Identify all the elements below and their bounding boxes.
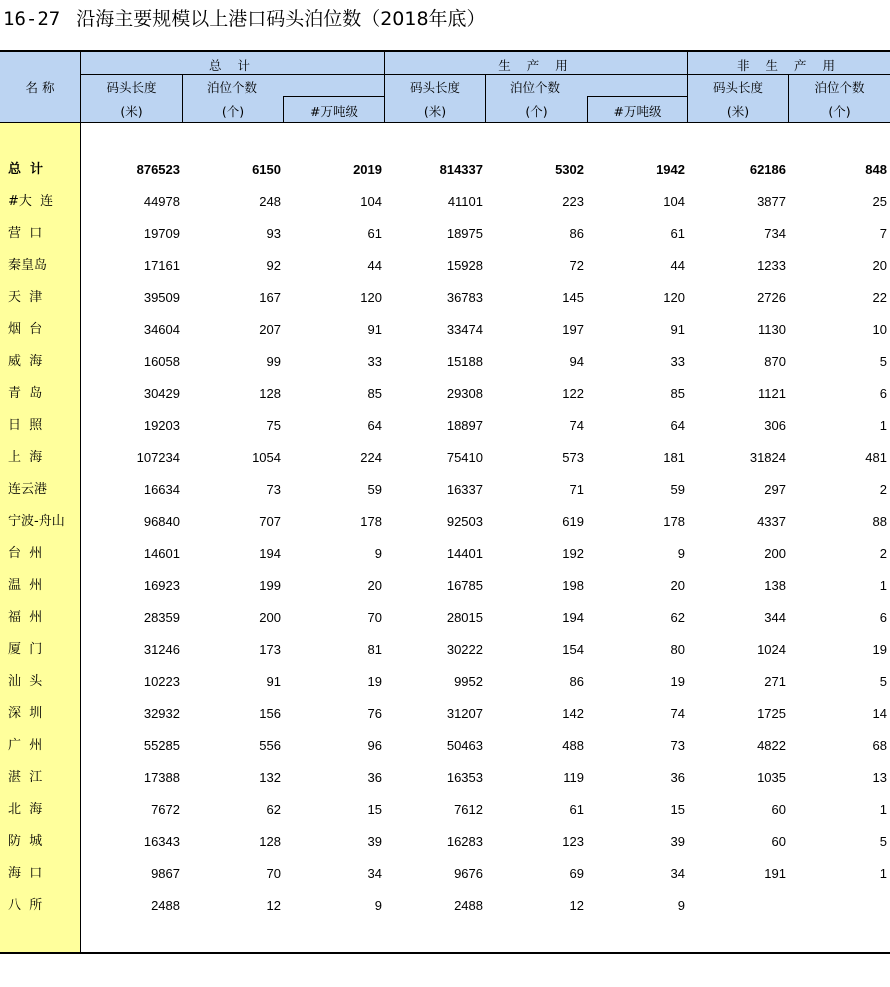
table-row xyxy=(0,826,890,858)
cell-value: 178 xyxy=(360,514,382,529)
cell-value: 30429 xyxy=(143,386,180,401)
cell-value: 192 xyxy=(562,546,584,561)
cell-value: 92503 xyxy=(446,514,483,529)
table-row xyxy=(0,602,890,634)
cell-value: 61 xyxy=(569,802,584,817)
cell-value: 10 xyxy=(872,322,887,337)
cell-value: 4337 xyxy=(757,514,786,529)
cell-value: 15 xyxy=(670,802,685,817)
cell-value: 1 xyxy=(879,866,887,881)
cell-value: 207 xyxy=(259,322,281,337)
header-berths: 泊位个数 xyxy=(814,80,865,95)
cell-value: 25 xyxy=(872,194,887,209)
cell-value: 9676 xyxy=(454,866,483,881)
cell-value: 199 xyxy=(259,578,281,593)
cell-value: 69 xyxy=(569,866,584,881)
cell-value: 1725 xyxy=(757,706,786,721)
cell-value: 848 xyxy=(865,162,887,177)
cell-value: 19 xyxy=(670,674,685,689)
cell-value: 200 xyxy=(764,546,786,561)
cell-value: 74 xyxy=(670,706,685,721)
cell-value: 7 xyxy=(879,226,887,241)
cell-value: 36 xyxy=(367,770,382,785)
cell-value: 107234 xyxy=(136,450,180,465)
cell-value: 16785 xyxy=(446,578,483,593)
cell-value: 223 xyxy=(562,194,584,209)
cell-value: 70 xyxy=(266,866,281,881)
cell-value: 60 xyxy=(771,834,786,849)
cell-value: 5 xyxy=(879,674,887,689)
cell-value: 16058 xyxy=(143,354,180,369)
cell-value: 5 xyxy=(879,354,887,369)
cell-value: 16923 xyxy=(143,578,180,593)
table-row xyxy=(0,570,890,602)
cell-value: 128 xyxy=(259,386,281,401)
cell-value: 55285 xyxy=(143,738,180,753)
cell-value: 19 xyxy=(367,674,382,689)
port-name: 连云港 xyxy=(8,482,48,497)
table-row xyxy=(0,794,890,826)
cell-value: 17388 xyxy=(143,770,180,785)
cell-value: 71 xyxy=(569,482,584,497)
port-name: 厦 门 xyxy=(8,642,43,657)
cell-value: 707 xyxy=(259,514,281,529)
cell-value: 2 xyxy=(879,482,887,497)
cell-value: 870 xyxy=(764,354,786,369)
header-group-production: 生 产 用 xyxy=(498,58,574,73)
cell-value: 9 xyxy=(374,546,382,561)
port-name: 汕 头 xyxy=(8,674,43,689)
cell-value: 75410 xyxy=(446,450,483,465)
cell-value: 18897 xyxy=(446,418,483,433)
cell-value: 20 xyxy=(872,258,887,273)
table-row xyxy=(0,474,890,506)
page-title xyxy=(3,6,486,32)
cell-value: 39 xyxy=(670,834,685,849)
cell-value: 12 xyxy=(569,898,584,913)
cell-value: 62 xyxy=(266,802,281,817)
cell-value: 81 xyxy=(367,642,382,657)
cell-value: 15 xyxy=(367,802,382,817)
cell-value: 94 xyxy=(569,354,584,369)
cell-value: 156 xyxy=(259,706,281,721)
cell-value: 76 xyxy=(367,706,382,721)
cell-value: 64 xyxy=(670,418,685,433)
header-group-total: 总 计 xyxy=(209,58,256,73)
cell-value: 28015 xyxy=(446,610,483,625)
cell-value: 28359 xyxy=(143,610,180,625)
cell-value: 734 xyxy=(764,226,786,241)
cell-value: 132 xyxy=(259,770,281,785)
cell-value: 33474 xyxy=(446,322,483,337)
cell-value: 1 xyxy=(879,802,887,817)
cell-value: 39 xyxy=(367,834,382,849)
header-length-unit: (米) xyxy=(726,104,750,119)
top-rule xyxy=(0,50,890,52)
cell-value: 59 xyxy=(670,482,685,497)
cell-value: 61 xyxy=(670,226,685,241)
cell-value: 556 xyxy=(259,738,281,753)
port-name: 日 照 xyxy=(8,418,43,433)
port-name: 秦皇岛 xyxy=(8,258,48,273)
table-title: 沿海主要规模以上港口码头泊位数（2018年底） xyxy=(76,8,486,30)
header-berths: 泊位个数 xyxy=(207,80,258,95)
table-row xyxy=(0,410,890,442)
cell-value: 32932 xyxy=(143,706,180,721)
cell-value: 14 xyxy=(872,706,887,721)
cell-value: 50463 xyxy=(446,738,483,753)
cell-value: 10223 xyxy=(143,674,180,689)
cell-value: 33 xyxy=(670,354,685,369)
cell-value: 2488 xyxy=(151,898,180,913)
cell-value: 142 xyxy=(562,706,584,721)
cell-value: 9 xyxy=(677,898,685,913)
header-length-unit: (米) xyxy=(423,104,447,119)
cell-value: 33 xyxy=(367,354,382,369)
cell-value: 20 xyxy=(367,578,382,593)
header-berths-unit: (个) xyxy=(828,104,851,119)
cell-value: 4822 xyxy=(757,738,786,753)
header-name: 名 称 xyxy=(25,80,55,95)
port-name: 宁波-舟山 xyxy=(8,514,65,529)
cell-value: 1 xyxy=(879,418,887,433)
header-length: 码头长度 xyxy=(106,80,157,95)
cell-value: 1 xyxy=(879,578,887,593)
cell-value: 6 xyxy=(879,610,887,625)
table-row xyxy=(0,442,890,474)
table-row xyxy=(0,346,890,378)
cell-value: 91 xyxy=(367,322,382,337)
table-row xyxy=(0,698,890,730)
header-bottom-line xyxy=(0,122,890,123)
cell-value: 96 xyxy=(367,738,382,753)
port-name: 总 计 xyxy=(8,162,44,177)
table-row xyxy=(0,314,890,346)
port-name: 八 所 xyxy=(8,898,43,913)
cell-value: 2488 xyxy=(454,898,483,913)
cell-value: 481 xyxy=(865,450,887,465)
port-name: #大 连 xyxy=(8,194,54,209)
cell-value: 123 xyxy=(562,834,584,849)
cell-value: 86 xyxy=(569,226,584,241)
cell-value: 178 xyxy=(663,514,685,529)
sub-divider xyxy=(283,96,384,97)
cell-value: 119 xyxy=(563,770,584,785)
table-row xyxy=(0,378,890,410)
cell-value: 80 xyxy=(670,642,685,657)
cell-value: 7672 xyxy=(151,802,180,817)
port-name: 防 城 xyxy=(8,834,43,849)
cell-value: 248 xyxy=(259,194,281,209)
cell-value: 181 xyxy=(663,450,685,465)
cell-value: 122 xyxy=(562,386,584,401)
cell-value: 12 xyxy=(266,898,281,913)
cell-value: 5302 xyxy=(555,162,584,177)
cell-value: 120 xyxy=(360,290,382,305)
cell-value: 85 xyxy=(670,386,685,401)
cell-value: 13 xyxy=(872,770,887,785)
cell-value: 224 xyxy=(360,450,382,465)
table-row xyxy=(0,730,890,762)
cell-value: 73 xyxy=(266,482,281,497)
port-name: 威 海 xyxy=(8,354,43,369)
cell-value: 16283 xyxy=(446,834,483,849)
cell-value: 3877 xyxy=(757,194,786,209)
cell-value: 99 xyxy=(266,354,281,369)
cell-value: 41101 xyxy=(447,194,483,209)
cell-value: 104 xyxy=(360,194,382,209)
cell-value: 16343 xyxy=(143,834,180,849)
header-berths-unit: (个) xyxy=(525,104,548,119)
header-berths: 泊位个数 xyxy=(510,80,561,95)
cell-value: 6 xyxy=(879,386,887,401)
table-row xyxy=(0,250,890,282)
cell-value: 68 xyxy=(872,738,887,753)
cell-value: 9 xyxy=(677,546,685,561)
cell-value: 15928 xyxy=(446,258,483,273)
table-row xyxy=(0,666,890,698)
cell-value: 16634 xyxy=(143,482,180,497)
cell-value: 64 xyxy=(367,418,382,433)
cell-value: 31246 xyxy=(143,642,180,657)
cell-value: 30222 xyxy=(446,642,483,657)
cell-value: 93 xyxy=(266,226,281,241)
cell-value: 167 xyxy=(259,290,281,305)
header-group-nonproduction: 非 生 产 用 xyxy=(737,58,841,73)
cell-value: 91 xyxy=(670,322,685,337)
cell-value: 19 xyxy=(872,642,887,657)
port-name: 海 口 xyxy=(8,866,43,881)
table-row xyxy=(0,634,890,666)
cell-value: 1024 xyxy=(757,642,786,657)
cell-value: 1942 xyxy=(656,162,685,177)
cell-value: 14401 xyxy=(446,546,483,561)
table-row xyxy=(0,282,890,314)
cell-value: 7612 xyxy=(454,802,483,817)
cell-value: 22 xyxy=(872,290,887,305)
cell-value: 29308 xyxy=(446,386,483,401)
cell-value: 31207 xyxy=(446,706,483,721)
cell-value: 60 xyxy=(771,802,786,817)
table-number: 16-27 xyxy=(3,8,61,30)
cell-value: 14601 xyxy=(143,546,180,561)
cell-value: 20 xyxy=(670,578,685,593)
cell-value: 18975 xyxy=(446,226,483,241)
table-row xyxy=(0,218,890,250)
cell-value: 1121 xyxy=(758,386,786,401)
cell-value: 75 xyxy=(266,418,281,433)
cell-value: 5 xyxy=(879,834,887,849)
header-length: 码头长度 xyxy=(712,80,763,95)
cell-value: 306 xyxy=(764,418,786,433)
table-row xyxy=(0,186,890,218)
port-name: 北 海 xyxy=(8,802,43,817)
cell-value: 138 xyxy=(764,578,786,593)
cell-value: 9952 xyxy=(454,674,483,689)
cell-value: 573 xyxy=(562,450,584,465)
cell-value: 34 xyxy=(670,866,685,881)
cell-value: 120 xyxy=(663,290,685,305)
port-name: 营 口 xyxy=(8,226,43,241)
cell-value: 6150 xyxy=(252,162,281,177)
port-name: 烟 台 xyxy=(8,322,43,337)
cell-value: 128 xyxy=(259,834,281,849)
cell-value: 74 xyxy=(569,418,584,433)
cell-value: 36 xyxy=(670,770,685,785)
cell-value: 145 xyxy=(562,290,584,305)
port-name: 青 岛 xyxy=(8,386,43,401)
cell-value: 62 xyxy=(670,610,685,625)
cell-value: 2 xyxy=(879,546,887,561)
table-row xyxy=(0,538,890,570)
cell-value: 17161 xyxy=(143,258,180,273)
port-name: 深 圳 xyxy=(8,706,43,721)
cell-value: 271 xyxy=(764,674,786,689)
cell-value: 2019 xyxy=(353,162,382,177)
cell-value: 15188 xyxy=(446,354,483,369)
cell-value: 200 xyxy=(259,610,281,625)
cell-value: 19203 xyxy=(143,418,180,433)
header-length-unit: (米) xyxy=(120,104,143,119)
cell-value: 34604 xyxy=(143,322,180,337)
port-name: 温 州 xyxy=(8,578,43,593)
cell-value: 96840 xyxy=(143,514,180,529)
cell-value: 154 xyxy=(562,642,584,657)
cell-value: 72 xyxy=(569,258,584,273)
cell-value: 19709 xyxy=(143,226,180,241)
cell-value: 191 xyxy=(764,866,786,881)
cell-value: 91 xyxy=(266,674,281,689)
port-name: 湛 江 xyxy=(8,770,43,785)
cell-value: 198 xyxy=(562,578,584,593)
cell-value: 62186 xyxy=(749,162,786,177)
port-name: 上 海 xyxy=(8,450,43,465)
cell-value: 16353 xyxy=(446,770,483,785)
cell-value: 1233 xyxy=(757,258,786,273)
cell-value: 88 xyxy=(872,514,887,529)
cell-value: 36783 xyxy=(446,290,483,305)
cell-value: 73 xyxy=(670,738,685,753)
cell-value: 44 xyxy=(670,258,685,273)
cell-value: 1054 xyxy=(252,450,281,465)
sub-divider xyxy=(587,96,688,97)
cell-value: 59 xyxy=(367,482,382,497)
cell-value: 9867 xyxy=(151,866,180,881)
cell-value: 876523 xyxy=(136,162,180,177)
cell-value: 173 xyxy=(259,642,281,657)
cell-value: 197 xyxy=(562,322,584,337)
cell-value: 39509 xyxy=(143,290,180,305)
header-wan-ton: #万吨级 xyxy=(310,104,358,119)
cell-value: 16337 xyxy=(446,482,483,497)
cell-value: 297 xyxy=(764,482,786,497)
header-berths-unit: (个) xyxy=(221,104,245,119)
cell-value: 1035 xyxy=(757,770,786,785)
table-row xyxy=(0,506,890,538)
cell-value: 488 xyxy=(562,738,584,753)
port-name: 天 津 xyxy=(8,290,43,305)
cell-value: 619 xyxy=(562,514,584,529)
cell-value: 814337 xyxy=(439,162,483,177)
cell-value: 44978 xyxy=(143,194,180,209)
port-name: 台 州 xyxy=(8,546,43,561)
cell-value: 31824 xyxy=(749,450,786,465)
port-name: 福 州 xyxy=(8,610,43,625)
cell-value: 86 xyxy=(569,674,584,689)
table-row xyxy=(0,762,890,794)
port-name: 广 州 xyxy=(8,738,43,753)
cell-value: 104 xyxy=(663,194,685,209)
header-length: 码头长度 xyxy=(409,80,460,95)
cell-value: 61 xyxy=(367,226,382,241)
cell-value: 44 xyxy=(367,258,382,273)
bottom-rule xyxy=(0,952,890,954)
cell-value: 92 xyxy=(266,258,281,273)
cell-value: 194 xyxy=(259,546,281,561)
cell-value: 85 xyxy=(367,386,382,401)
cell-value: 1130 xyxy=(758,322,786,337)
cell-value: 70 xyxy=(367,610,382,625)
header-wan-ton: #万吨级 xyxy=(613,104,662,119)
table-row xyxy=(0,890,890,922)
cell-value: 9 xyxy=(374,898,382,913)
cell-value: 34 xyxy=(367,866,382,881)
cell-value: 2726 xyxy=(757,290,786,305)
cell-value: 194 xyxy=(562,610,584,625)
table-row xyxy=(0,858,890,890)
cell-value: 344 xyxy=(764,610,786,625)
total-row xyxy=(0,154,890,186)
